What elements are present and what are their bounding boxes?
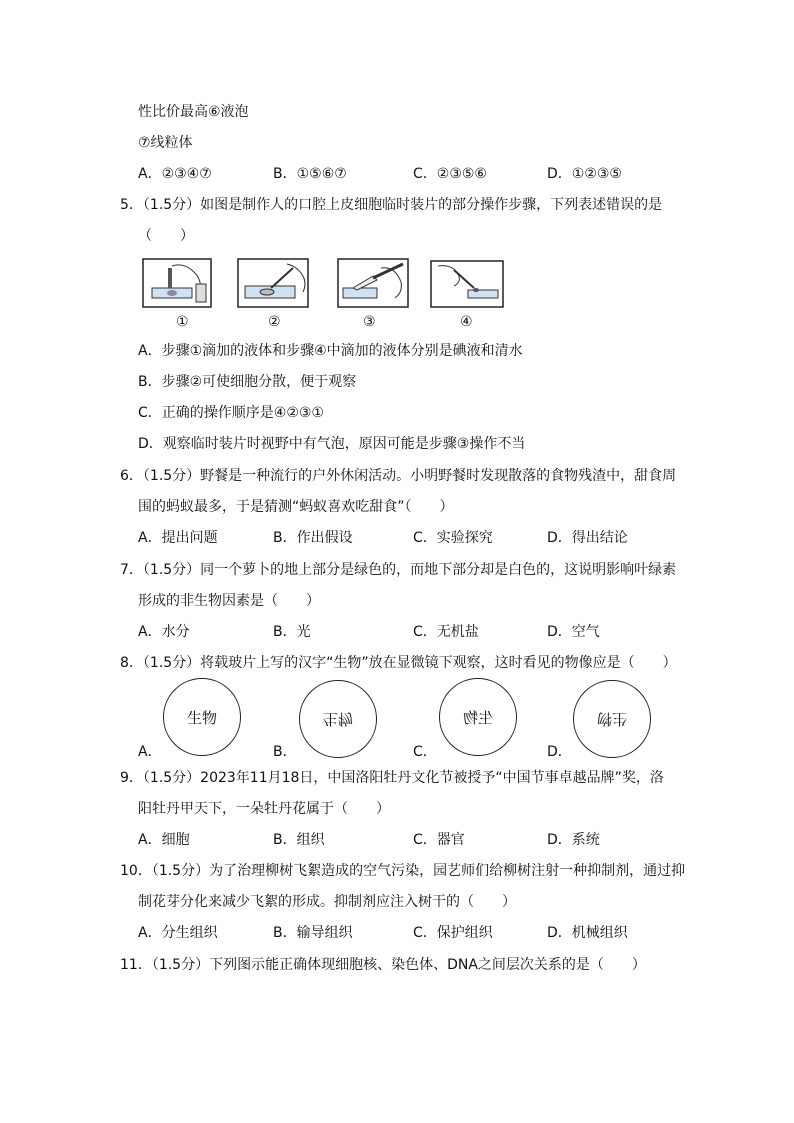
- circle-a-text: 生物: [186, 708, 217, 727]
- step4-label: ④: [460, 314, 473, 330]
- q6-option-b: B．作出假设: [273, 530, 353, 546]
- q7-option-d: D．空气: [547, 624, 600, 640]
- q9-option-a: A．细胞: [138, 832, 190, 848]
- q8-option-a-letter: A．: [138, 744, 162, 760]
- q5-option-b: B．步骤②可使细胞分散，便于观察: [138, 374, 357, 390]
- step3-illustration: [337, 258, 409, 308]
- q5-option-d: D．观察临时装片时视野中有气泡，原因可能是步骤③操作不当: [138, 436, 526, 452]
- step2-illustration: [237, 258, 309, 308]
- q8-option-b-letter: B．: [273, 744, 297, 760]
- q9-stem-line1: 9．（1.5分）2023年11月18日，中国洛阳牡丹文化节被授予“中国节事卓越品牌”奖，洛: [120, 770, 664, 786]
- q7-option-b: B．光: [273, 624, 311, 640]
- step3-label: ③: [363, 314, 376, 330]
- q7-option-c: C．无机盐: [413, 624, 479, 640]
- circle-option-a: [163, 678, 241, 756]
- circle-option-c: [439, 678, 517, 756]
- step4-illustration: [430, 260, 504, 308]
- q10-option-a: A．分生组织: [138, 925, 218, 941]
- circle-b-text: 生物: [322, 709, 353, 728]
- circle-d-text: 生物: [596, 709, 627, 728]
- step2-label: ②: [268, 314, 281, 330]
- q4-option-b: B．①⑤⑥⑦: [273, 166, 347, 182]
- q9-option-c: C．器官: [413, 832, 465, 848]
- q5-option-a: A．步骤①滴加的液体和步骤④中滴加的液体分别是碘液和清水: [138, 343, 523, 359]
- q9-option-d: D．系统: [547, 832, 600, 848]
- step1-illustration: [142, 258, 212, 308]
- q8-option-d-letter: D．: [547, 744, 572, 760]
- q6-option-d: D．得出结论: [547, 530, 628, 546]
- circle-option-b: [299, 680, 377, 758]
- q7-stem-line1: 7．（1.5分）同一个萝卜的地上部分是绿色的，而地下部分却是白色的，这说明影响叶绿素: [120, 562, 677, 578]
- q9-stem-line2: 阳牡丹甲天下，一朵牡丹花属于（ ）: [138, 801, 390, 817]
- q10-option-d: D．机械组织: [547, 925, 628, 941]
- q10-option-b: B．输导组织: [273, 925, 353, 941]
- q6-stem-line1: 6．（1.5分）野餐是一种流行的户外休闲活动。小明野餐时发现散落的食物残渣中，甜食周: [120, 468, 677, 484]
- q7-stem-line2: 形成的非生物因素是（ ）: [138, 593, 320, 609]
- step1-label: ①: [176, 314, 189, 330]
- q5-paren: （ ）: [138, 228, 194, 244]
- circle-option-d: [573, 680, 651, 758]
- q6-option-a: A．提出问题: [138, 530, 218, 546]
- q9-option-b: B．组织: [273, 832, 325, 848]
- q11-stem: 11．（1.5分）下列图示能正确体现细胞核、染色体、DNA之间层次关系的是（ ）: [120, 957, 646, 973]
- q6-stem-line2: 围的蚂蚁最多，于是猜测“蚂蚁喜欢吃甜食”（ ）: [138, 499, 454, 515]
- q4-cont-line1: 性比价最高⑥液泡: [138, 104, 249, 120]
- circle-c-text: 生物: [462, 708, 493, 727]
- q4-option-a: A．②③④⑦: [138, 166, 212, 182]
- q10-stem-line1: 10．（1.5分）为了治理柳树飞絮造成的空气污染，园艺师们给柳树注射一种抑制剂，通过抑: [120, 863, 686, 879]
- q6-option-c: C．实验探究: [413, 530, 493, 546]
- q10-stem-line2: 制花芽分化来减少飞絮的形成。抑制剂应注入树干的（ ）: [138, 894, 516, 910]
- q10-option-c: C．保护组织: [413, 925, 493, 941]
- q5-stem: 5．（1.5分）如图是制作人的口腔上皮细胞临时装片的部分操作步骤，下列表述错误的是: [120, 197, 663, 213]
- q8-stem: 8．（1.5分）将载玻片上写的汉字“生物”放在显微镜下观察，这时看见的物像应是（ ）: [120, 655, 677, 671]
- q5-option-c: C．正确的操作顺序是④②③①: [138, 405, 324, 421]
- q4-option-c: C．②③⑤⑥: [413, 166, 487, 182]
- q8-option-c-letter: C．: [413, 744, 437, 760]
- q4-cont-line2: ⑦线粒体: [138, 135, 193, 151]
- q4-option-d: D．①②③⑤: [547, 166, 622, 182]
- q7-option-a: A．水分: [138, 624, 190, 640]
